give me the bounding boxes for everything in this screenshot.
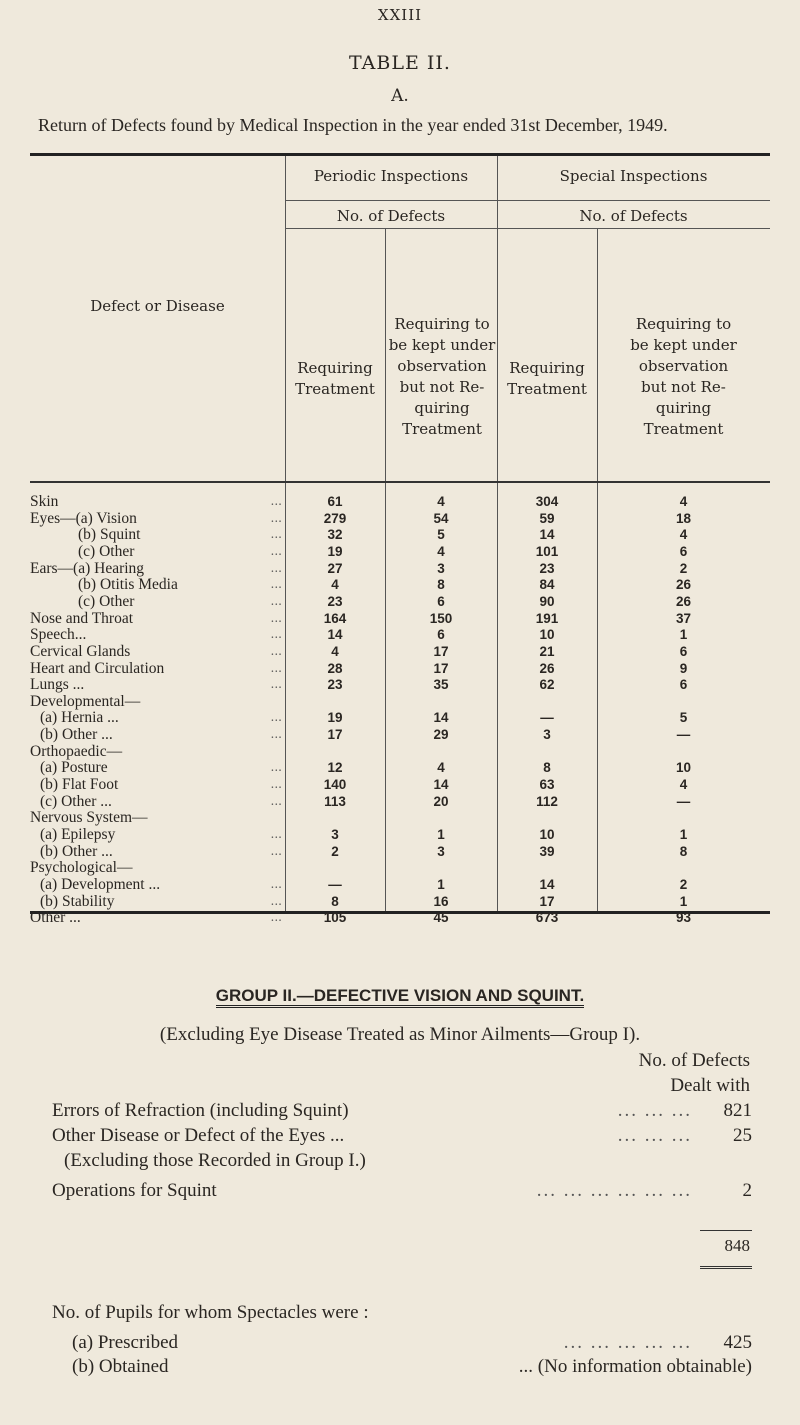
cell-value: 26 (675, 593, 692, 609)
cell-value: 4 (679, 527, 688, 543)
leader-dots: ... (270, 893, 282, 908)
table-row (30, 526, 770, 543)
row-label: Developmental— (30, 692, 141, 710)
row-label: (b) Stability (40, 892, 115, 910)
header-periodic: Periodic Inspections (313, 167, 469, 185)
spectacles-heading: No. of Pupils for whom Spectacles were : (52, 1302, 369, 1323)
leader-dots: ... (270, 627, 282, 642)
vision-item-label: Operations for Squint (52, 1180, 217, 1201)
cell-value: 39 (539, 843, 555, 859)
leader-dots: ... (270, 577, 282, 592)
header-no-defects-special: No. of Defects (579, 207, 688, 225)
cell-value: 17 (433, 660, 449, 676)
col-header-2: Dealt with (670, 1075, 750, 1096)
cell-value: 18 (675, 510, 692, 526)
cell-value: 3 (437, 843, 445, 859)
row-label: (c) Other ... (40, 792, 112, 810)
table-row (30, 776, 770, 793)
leader-dots: ... (270, 727, 282, 742)
header-requiring-treatment-special: Requiring Treatment (507, 359, 587, 398)
cell-value: 14 (433, 777, 449, 793)
row-label: Heart and Circulation (30, 659, 165, 677)
row-label: Psychological— (30, 859, 133, 877)
leader-dots: ... (270, 710, 282, 725)
group2-total: 848 (724, 1236, 750, 1255)
table-row (30, 759, 770, 776)
cell-value: — (328, 876, 342, 892)
cell-value: 191 (535, 610, 559, 626)
cell-value: 1 (437, 827, 445, 842)
vision-item: Errors of Refraction (including Squint) ... ... ... 821 (52, 1100, 752, 1121)
cell-value: 10 (539, 827, 555, 842)
cell-value: 37 (675, 610, 692, 626)
prescribed-value: 425 (723, 1332, 752, 1353)
vision-item (64, 1150, 764, 1172)
row-label: (b) Squint (78, 526, 141, 544)
cell-value: 4 (679, 494, 688, 509)
cell-value: 105 (323, 910, 347, 926)
cell-value: 279 (323, 510, 347, 526)
prescribed-label: (a) Prescribed (72, 1332, 179, 1353)
header-special: Special Inspections (559, 167, 708, 185)
cell-value: 2 (331, 843, 339, 859)
cell-value: 14 (433, 710, 449, 726)
row-label: Skin (30, 493, 59, 510)
cell-value: 59 (539, 510, 555, 526)
vision-item-label: Other Disease or Defect of the Eyes ... (52, 1125, 345, 1146)
cell-value: 61 (327, 494, 343, 509)
leader-dots: ... (270, 593, 282, 608)
cell-value: 2 (679, 560, 688, 576)
table-row (30, 643, 770, 660)
row-label: Orthopaedic— (30, 742, 123, 760)
row-label: Cervical Glands (30, 642, 131, 660)
table-row (30, 743, 770, 760)
vision-item-value: 25 (733, 1125, 752, 1146)
leader-dots: ... (270, 527, 282, 542)
cell-value: 101 (535, 543, 559, 559)
cell-value: 8 (331, 893, 339, 909)
obtained-row (72, 1356, 752, 1378)
cell-value: 8 (543, 760, 551, 776)
table-row (30, 593, 770, 610)
cell-value: 17 (539, 893, 555, 909)
group2-heading-text: GROUP II.—DEFECTIVE VISION AND SQUINT. (216, 986, 584, 1008)
cell-value: 4 (679, 777, 688, 793)
cell-value: 1 (437, 876, 445, 892)
vision-item-label: Errors of Refraction (including Squint) (52, 1100, 349, 1121)
row-label: (a) Development ... (40, 875, 161, 893)
table-row (30, 793, 770, 810)
vision-item-value: 821 (723, 1100, 752, 1121)
cell-value: 4 (437, 494, 445, 509)
header-observation-periodic: Requiring to be kept under observation but not Re-quiring Treatment (388, 315, 496, 438)
cell-value: 14 (539, 527, 555, 543)
cell-value: 4 (331, 643, 339, 659)
cell-value: 35 (433, 677, 449, 693)
table-row (30, 510, 770, 527)
cell-value: 8 (679, 843, 688, 859)
row-label: Ears—(a) Hearing (30, 559, 145, 577)
leader-dots: ... (270, 494, 282, 508)
row-label: Speech... (30, 626, 87, 644)
cell-value: 23 (327, 593, 343, 609)
cell-value: 1 (679, 893, 688, 909)
cell-value: 23 (327, 677, 343, 693)
obtained-value: ... (No information obtainable) (518, 1356, 752, 1377)
cell-value: 17 (327, 727, 343, 743)
cell-value: 14 (327, 627, 343, 643)
leader-dots: ... (270, 760, 282, 775)
header-defect: Defect or Disease (90, 297, 225, 315)
page-number: XXIII (377, 6, 423, 24)
cell-value: 19 (327, 543, 343, 559)
row-label: (b) Flat Foot (40, 776, 119, 794)
table-row (30, 493, 770, 510)
table-row (30, 560, 770, 577)
table-row (30, 909, 770, 926)
cell-value: 29 (433, 727, 449, 743)
row-label: (a) Hernia ... (40, 709, 119, 727)
cell-value: 27 (327, 560, 343, 576)
cell-value: 14 (539, 876, 555, 892)
cell-value: 673 (535, 910, 559, 926)
row-label: Eyes—(a) Vision (30, 509, 137, 527)
cell-value: 164 (323, 610, 347, 626)
cell-value: 6 (437, 627, 445, 643)
cell-value: — (540, 710, 554, 726)
leader-dots: ... (270, 827, 282, 841)
table-row (30, 893, 770, 910)
row-label: (b) Otitis Media (78, 576, 178, 594)
cell-value: 4 (437, 760, 445, 776)
cell-value: 4 (331, 577, 339, 593)
vision-item: Other Disease or Defect of the Eyes ... ... ... ... 25 (52, 1125, 752, 1146)
leader-dots: ... (270, 876, 282, 891)
table-row (30, 859, 770, 876)
cell-value: 62 (539, 677, 555, 693)
table-caption: Return of Defects found by Medical Inspection in the year ended 31st December, 1949. (38, 115, 668, 135)
cell-value: 9 (679, 660, 688, 676)
table-row (30, 693, 770, 710)
table-row (30, 660, 770, 677)
cell-value: 113 (324, 793, 346, 809)
cell-value: 26 (539, 660, 555, 676)
cell-value: 23 (539, 560, 555, 576)
cell-value: 10 (675, 760, 692, 776)
leader-dots: ... (270, 510, 282, 525)
table-row (30, 576, 770, 593)
table-row (30, 709, 770, 726)
cell-value: 93 (675, 910, 692, 926)
row-label: (a) Epilepsy (40, 826, 116, 843)
header-observation-special: Requiring to be kept under observation but not Re-quiring Treatment (630, 315, 737, 438)
cell-value: 17 (433, 643, 449, 659)
leader-dots: ... (270, 910, 282, 925)
cell-value: 1 (679, 827, 688, 842)
cell-value: 21 (539, 643, 555, 659)
prescribed-row: (a) Prescribed ... ... ... ... ... 425 (72, 1332, 752, 1353)
col-header-1: No. of Defects (638, 1050, 750, 1071)
cell-value: 6 (679, 543, 688, 559)
cell-value: 4 (437, 543, 445, 559)
cell-value: 84 (539, 577, 555, 593)
row-label: (a) Posture (40, 759, 108, 777)
cell-value: 90 (539, 593, 555, 609)
cell-value: 304 (535, 494, 559, 509)
cell-value: 26 (675, 577, 692, 593)
cell-value: 28 (327, 660, 343, 676)
cell-value: 6 (437, 593, 445, 609)
row-label: Lungs ... (30, 676, 85, 694)
row-label: (c) Other (78, 592, 135, 610)
cell-value: 8 (437, 577, 445, 593)
cell-value: 54 (433, 510, 449, 526)
table-row (30, 826, 770, 843)
cell-value: 140 (323, 777, 347, 793)
group2-heading (0, 986, 800, 1006)
cell-value: 12 (327, 760, 343, 776)
leader-dots: ... (270, 660, 282, 675)
cell-value: 45 (433, 910, 449, 926)
cell-value: 63 (539, 777, 555, 793)
leader-dots: ... (270, 560, 282, 575)
cell-value: 3 (543, 727, 551, 743)
cell-value: 3 (331, 827, 339, 842)
header-requiring-treatment-periodic: Requiring Treatment (295, 359, 375, 398)
table-row (30, 809, 770, 826)
table-row (30, 726, 770, 743)
leader-dots: ... (270, 793, 282, 808)
cell-value: 112 (536, 793, 558, 809)
defects-table (30, 153, 770, 927)
vision-item-label: (Excluding those Recorded in Group I.) (64, 1150, 366, 1171)
cell-value: 19 (327, 710, 343, 726)
cell-value: — (676, 727, 691, 743)
cell-value: 16 (433, 893, 449, 909)
table-row (30, 876, 770, 893)
cell-value: 2 (679, 876, 688, 892)
cell-value: — (676, 793, 691, 809)
row-label: (c) Other (78, 542, 135, 560)
cell-value: 10 (539, 627, 555, 643)
cell-value: 3 (437, 560, 445, 576)
cell-value: 6 (679, 677, 688, 693)
table-row (30, 626, 770, 643)
group2-subheading: (Excluding Eye Disease Treated as Minor Ailments—Group I). (159, 1024, 641, 1045)
obtained-label: (b) Obtained (72, 1356, 169, 1377)
leader-dots: ... (270, 543, 282, 558)
row-label: Nervous System— (30, 809, 148, 827)
cell-value: 5 (679, 710, 688, 726)
table-row (30, 610, 770, 627)
cell-value: 32 (327, 527, 343, 543)
table-title: TABLE II. (349, 52, 451, 74)
leader-dots: ... (270, 677, 282, 692)
leader-dots: ... (270, 610, 282, 625)
table-row (30, 543, 770, 560)
leader-dots: ... (270, 843, 282, 858)
cell-value: 1 (679, 627, 688, 643)
header-no-defects-periodic: No. of Defects (336, 207, 446, 225)
row-label: Nose and Throat (30, 609, 134, 627)
row-label: (b) Other ... (40, 726, 113, 744)
leader-dots: ... (270, 643, 282, 658)
table-row (30, 676, 770, 693)
row-label: Other ... (30, 909, 81, 927)
vision-item: Operations for Squint ... ... ... ... ... ... 2 (52, 1180, 752, 1201)
cell-value: 20 (433, 793, 449, 809)
cell-value: 6 (679, 643, 688, 659)
leader-dots: ... (270, 777, 282, 792)
cell-value: 5 (437, 527, 445, 543)
vision-item-value: 2 (742, 1180, 752, 1201)
cell-value: 150 (429, 610, 453, 626)
table-row (30, 843, 770, 860)
row-label: (b) Other ... (40, 842, 113, 860)
table-subtitle: A. (391, 86, 409, 106)
